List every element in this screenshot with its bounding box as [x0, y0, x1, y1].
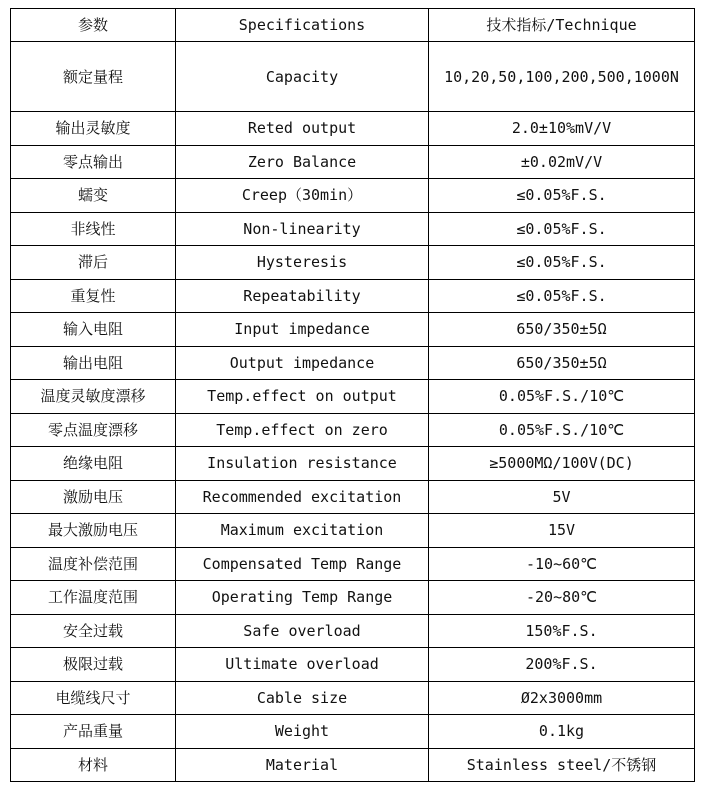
spec-table — [10, 8, 695, 782]
spec-name-en: Temp.effect on output — [176, 380, 429, 414]
spec-value: ≤0.05%F.S. — [429, 212, 695, 246]
spec-value: Ø2x3000mm — [429, 681, 695, 715]
param-name-cn: 最大激励电压 — [11, 514, 176, 548]
param-name-cn: 激励电压 — [11, 480, 176, 514]
spec-name-en: Recommended excitation — [176, 480, 429, 514]
param-name-cn: 输出灵敏度 — [11, 112, 176, 146]
param-name-cn: 零点温度漂移 — [11, 413, 176, 447]
table-row — [11, 715, 695, 749]
spec-rows — [11, 42, 695, 782]
spec-value: 2.0±10%mV/V — [429, 112, 695, 146]
spec-value: 200%F.S. — [429, 648, 695, 682]
spec-name-en: Hysteresis — [176, 246, 429, 280]
table-row — [11, 246, 695, 280]
spec-value: -10~60℃ — [429, 547, 695, 581]
param-name-cn: 温度补偿范围 — [11, 547, 176, 581]
spec-value: ≤0.05%F.S. — [429, 279, 695, 313]
table-row — [11, 346, 695, 380]
table-row — [11, 480, 695, 514]
spec-name-en: Creep（30min） — [176, 179, 429, 213]
header-value: 技术指标/Technique — [429, 9, 695, 42]
table-row — [11, 614, 695, 648]
table-row — [11, 648, 695, 682]
param-name-cn: 非线性 — [11, 212, 176, 246]
table-row — [11, 112, 695, 146]
param-name-cn: 蠕变 — [11, 179, 176, 213]
table-header-row — [11, 9, 695, 42]
spec-name-en: Temp.effect on zero — [176, 413, 429, 447]
param-name-cn: 绝缘电阻 — [11, 447, 176, 481]
spec-value: 5V — [429, 480, 695, 514]
table-row — [11, 447, 695, 481]
spec-name-en: Insulation resistance — [176, 447, 429, 481]
spec-name-en: Repeatability — [176, 279, 429, 313]
table-row — [11, 380, 695, 414]
param-name-cn: 额定量程 — [11, 42, 176, 112]
table-row — [11, 42, 695, 112]
spec-name-en: Safe overload — [176, 614, 429, 648]
table-row — [11, 212, 695, 246]
param-name-cn: 温度灵敏度漂移 — [11, 380, 176, 414]
table-row — [11, 279, 695, 313]
param-name-cn: 零点输出 — [11, 145, 176, 179]
spec-name-en: Cable size — [176, 681, 429, 715]
param-name-cn: 电缆线尺寸 — [11, 681, 176, 715]
table-row — [11, 413, 695, 447]
spec-name-en: Capacity — [176, 42, 429, 112]
param-name-cn: 极限过载 — [11, 648, 176, 682]
spec-name-en: Material — [176, 748, 429, 782]
spec-name-en: Non-linearity — [176, 212, 429, 246]
spec-value: 15V — [429, 514, 695, 548]
spec-value: ±0.02mV/V — [429, 145, 695, 179]
table-row — [11, 145, 695, 179]
spec-value: ≥5000MΩ/100V(DC) — [429, 447, 695, 481]
spec-value: Stainless steel/不锈钢 — [429, 748, 695, 782]
table-row — [11, 179, 695, 213]
param-name-cn: 输入电阻 — [11, 313, 176, 347]
spec-name-en: Ultimate overload — [176, 648, 429, 682]
table-row — [11, 547, 695, 581]
param-name-cn: 滞后 — [11, 246, 176, 280]
spec-value: 150%F.S. — [429, 614, 695, 648]
spec-value: 650/350±5Ω — [429, 346, 695, 380]
spec-name-en: Operating Temp Range — [176, 581, 429, 615]
table-row — [11, 581, 695, 615]
param-name-cn: 工作温度范围 — [11, 581, 176, 615]
spec-value: ≤0.05%F.S. — [429, 179, 695, 213]
spec-value: -20~80℃ — [429, 581, 695, 615]
spec-value: ≤0.05%F.S. — [429, 246, 695, 280]
param-name-cn: 输出电阻 — [11, 346, 176, 380]
table-row — [11, 313, 695, 347]
param-name-cn: 产品重量 — [11, 715, 176, 749]
spec-value: 0.1kg — [429, 715, 695, 749]
header-param-cn: 参数 — [11, 9, 176, 42]
param-name-cn: 安全过载 — [11, 614, 176, 648]
spec-name-en: Weight — [176, 715, 429, 749]
spec-value: 650/350±5Ω — [429, 313, 695, 347]
param-name-cn: 重复性 — [11, 279, 176, 313]
spec-name-en: Zero Balance — [176, 145, 429, 179]
header-spec-en: Specifications — [176, 9, 429, 42]
spec-name-en: Compensated Temp Range — [176, 547, 429, 581]
table-row — [11, 514, 695, 548]
spec-name-en: Reted output — [176, 112, 429, 146]
spec-name-en: Input impedance — [176, 313, 429, 347]
spec-name-en: Output impedance — [176, 346, 429, 380]
spec-value: 10,20,50,100,200,500,1000N — [429, 42, 695, 112]
table-row — [11, 748, 695, 782]
spec-value: 0.05%F.S./10℃ — [429, 380, 695, 414]
table-row — [11, 681, 695, 715]
spec-name-en: Maximum excitation — [176, 514, 429, 548]
spec-value: 0.05%F.S./10℃ — [429, 413, 695, 447]
param-name-cn: 材料 — [11, 748, 176, 782]
